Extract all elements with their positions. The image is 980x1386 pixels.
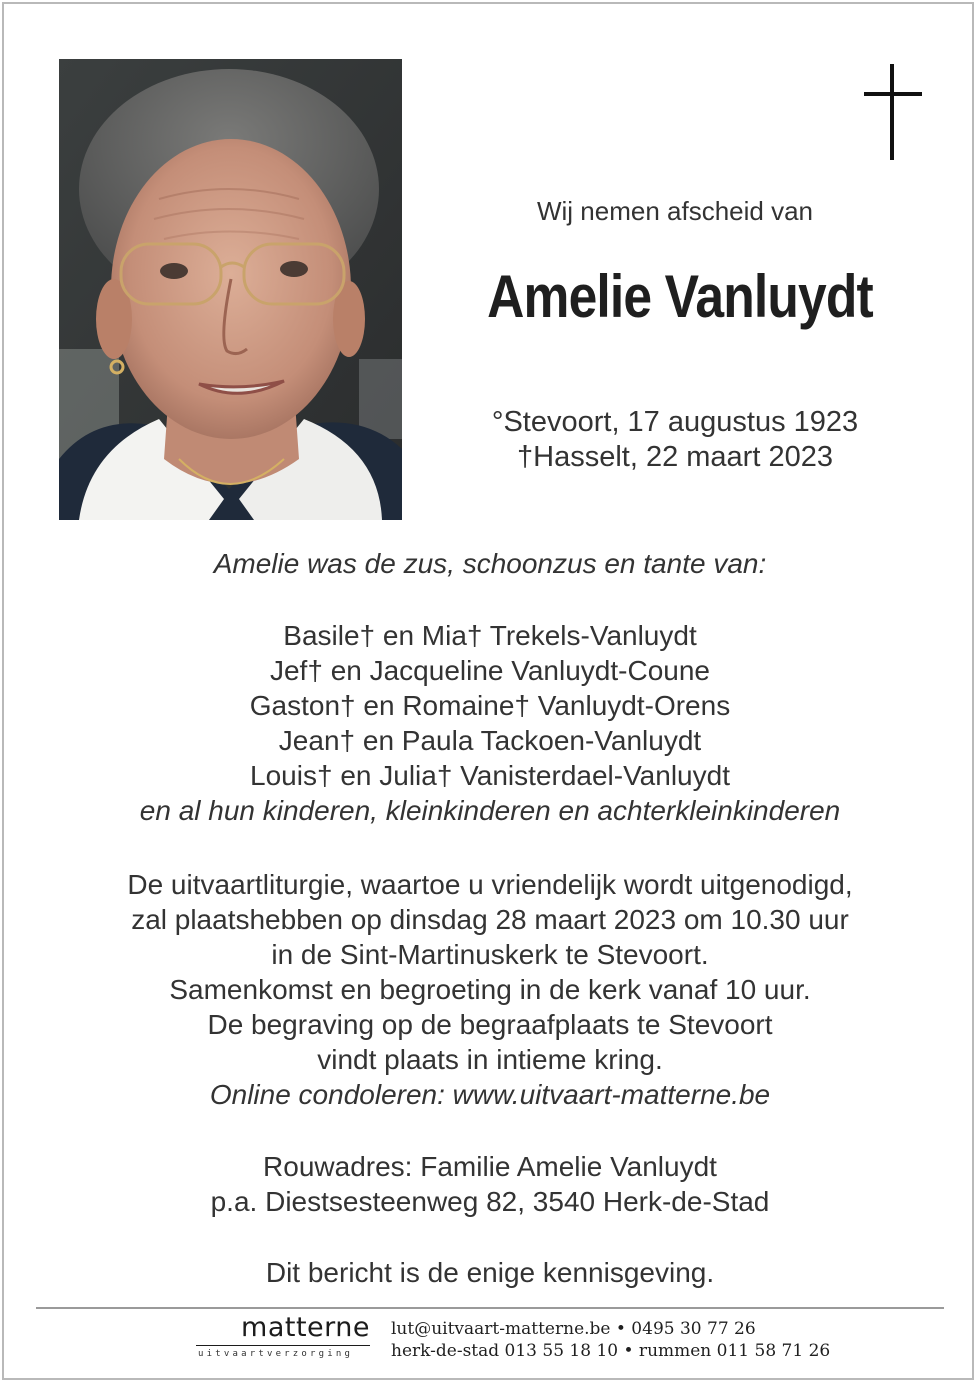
- footer-contact: [391, 1318, 830, 1362]
- mourning-address: [0, 1149, 980, 1219]
- portrait-illustration: [59, 59, 402, 520]
- deceased-name: Amelie Vanluydt: [487, 263, 873, 330]
- ceremony-line: vindt plaats in intieme kring.: [317, 1044, 663, 1075]
- family-member: Gaston† en Romaine† Vanluydt-Orens: [249, 690, 731, 721]
- life-dates: [420, 405, 930, 475]
- ceremony-details: [0, 867, 980, 1112]
- portrait-photo: [59, 59, 402, 520]
- address-line: Rouwadres: Familie Amelie Vanluydt: [263, 1151, 717, 1182]
- family-member: Jean† en Paula Tackoen-Vanluydt: [278, 725, 702, 756]
- ceremony-line: in de Sint-Martinuskerk te Stevoort.: [271, 939, 709, 970]
- family-member: Louis† en Julia† Vanisterdael-Vanluydt: [250, 760, 730, 791]
- ceremony-line: zal plaatshebben op dinsdag 28 maart 2023 om 10.30 uur: [131, 904, 849, 935]
- intro-text: Wij nemen afscheid van: [536, 196, 814, 226]
- ceremony-line: Samenkomst en begroeting in de kerk vanaf 10 uur.: [169, 974, 811, 1005]
- family-list: [0, 618, 980, 828]
- death-line: †Hasselt, 22 maart 2023: [517, 441, 833, 473]
- ceremony-line: De uitvaartliturgie, waartoe u vriendelijk wordt uitgenodigd,: [127, 869, 853, 900]
- contact-line: herk-de-stad 013 55 18 10 • rummen 011 58 71 26: [391, 1341, 831, 1361]
- ceremony-line: De begraving op de begraafplaats te Stevoort: [207, 1009, 773, 1040]
- logo-underline: [196, 1345, 370, 1346]
- condolence-line: Online condoleren: www.uitvaart-matterne.be: [209, 1079, 771, 1110]
- relation-line: Amelie was de zus, schoonzus en tante van:: [213, 548, 767, 579]
- family-member: Basile† en Mia† Trekels-Vanluydt: [283, 620, 697, 651]
- matterne-logo: [196, 1312, 374, 1362]
- notice-line: Dit bericht is de enige kennisgeving.: [265, 1257, 715, 1288]
- contact-line: lut@uitvaart-matterne.be • 0495 30 77 26: [391, 1319, 756, 1339]
- footer-divider: [36, 1307, 944, 1309]
- logo-wordmark: matterne: [241, 1312, 370, 1343]
- cross-icon: [864, 64, 922, 160]
- birth-line: °Stevoort, 17 augustus 1923: [491, 406, 859, 438]
- address-line: p.a. Diestsesteenweg 82, 3540 Herk-de-Stad: [210, 1186, 770, 1217]
- family-member: Jef† en Jacqueline Vanluydt-Coune: [269, 655, 710, 686]
- logo-tagline: uitvaartverzorging: [198, 1349, 354, 1359]
- family-extended: en al hun kinderen, kleinkinderen en achterkleinkinderen: [139, 795, 841, 826]
